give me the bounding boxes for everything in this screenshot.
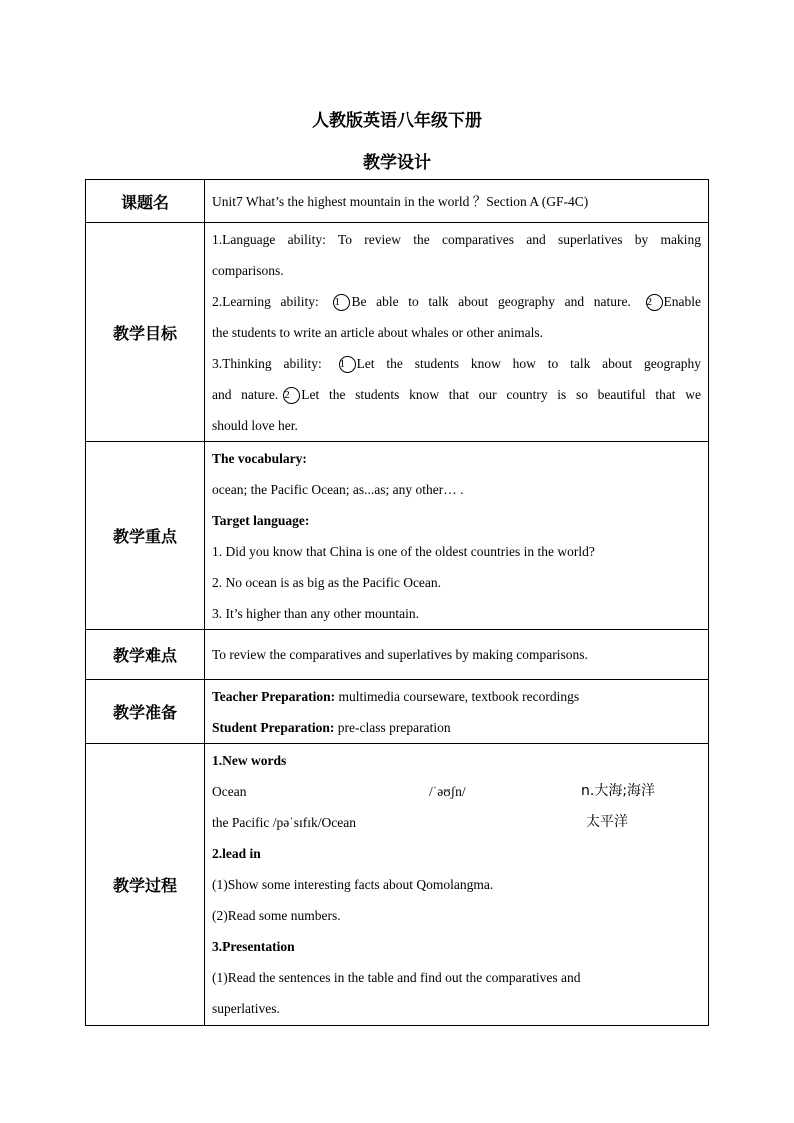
objective-thinking-2: Let the students know that our country is so beautiful that we (301, 386, 701, 402)
target-sentence: 1. Did you know that China is one of the oldest countries in the world? (212, 543, 595, 559)
circled-number: 1 (339, 356, 356, 373)
lead-in-step: (2)Read some numbers. (212, 908, 341, 923)
presentation-step-cont: superlatives. (212, 1001, 280, 1016)
word: Ocean (212, 784, 247, 799)
objective-learning-1: Be able to talk about geography and nature. (351, 293, 631, 309)
document-title: 教学设计 (363, 153, 431, 173)
lead-in-heading: 2.lead in (212, 846, 261, 861)
objectives-content (205, 223, 709, 442)
meaning: n.大海;海洋 (581, 783, 656, 799)
presentation-step: (1)Read the sentences in the table and find out the comparatives and (212, 970, 581, 985)
objective-thinking-pre: and nature. (212, 386, 279, 402)
word-row (212, 807, 701, 838)
circled-number: 2 (283, 387, 300, 404)
objective-thinking-1: Let the students know how to talk about geography (356, 355, 701, 371)
objective-language-cont: comparisons. (212, 262, 284, 278)
key-points-row (86, 442, 709, 630)
lead-in-step: (1)Show some interesting facts about Qomolangma. (212, 877, 494, 892)
word: the Pacific /pəˈsɪfɪk/Ocean (212, 815, 356, 830)
target-sentence: 3. It’s higher than any other mountain. (212, 605, 419, 621)
word-row (212, 776, 701, 807)
preparation-label: 教学准备 (86, 680, 205, 744)
process-label: 教学过程 (86, 744, 205, 1026)
lesson-plan-table (85, 179, 709, 1026)
student-preparation-label: Student Preparation: (212, 719, 335, 735)
new-words-heading: 1.New words (212, 753, 287, 768)
objective-thinking (212, 348, 701, 379)
objective-thinking-end: should love her. (212, 417, 298, 433)
preparation-row (86, 680, 709, 744)
objective-learning (212, 286, 701, 317)
process-row (86, 744, 709, 1026)
difficulty-text: To review the comparatives and superlatives by making comparisons. (205, 630, 709, 680)
topic-value: Unit7 What’s the highest mountain in the world ？Section A (GF-4C) (205, 180, 709, 223)
objectives-label: 教学目标 (86, 223, 205, 442)
book-title: 人教版英语八年级下册 (312, 111, 482, 131)
difficulty-row (86, 630, 709, 680)
target-sentence: 2. No ocean is as big as the Pacific Ocean. (212, 574, 442, 590)
objective-learning-2: Enable (663, 293, 702, 309)
presentation-heading: 3.Presentation (212, 939, 295, 954)
objective-learning-cont: the students to write an article about whales or other animals. (212, 324, 544, 340)
topic-row (86, 180, 709, 223)
teacher-preparation-value: multimedia courseware, textbook recordings (338, 688, 580, 704)
objective-thinking-cont (212, 379, 701, 410)
student-preparation-value: pre-class preparation (337, 719, 451, 735)
objective-thinking-prefix: 3.Thinking ability: (212, 355, 322, 371)
objective-learning-prefix: 2.Learning ability: (212, 293, 319, 309)
difficulty-label: 教学难点 (86, 630, 205, 680)
process-content (205, 744, 709, 1026)
objectives-row (86, 223, 709, 442)
student-preparation (212, 712, 701, 743)
key-points-label: 教学重点 (86, 442, 205, 630)
circled-number: 2 (646, 294, 663, 311)
meaning: 太平洋 (586, 814, 628, 830)
objective-language: 1.Language ability: To review the comparatives and superlatives by making (212, 231, 701, 247)
vocabulary-heading: The vocabulary: (212, 450, 307, 466)
teacher-preparation (212, 681, 701, 712)
teacher-preparation-label: Teacher Preparation: (212, 688, 336, 704)
vocabulary-list: ocean; the Pacific Ocean; as...as; any other… . (212, 481, 464, 497)
key-points-content (205, 442, 709, 630)
target-language-heading: Target language: (212, 512, 310, 528)
circled-number: 1 (333, 294, 350, 311)
phonetic: /ˈəʊʃn/ (429, 784, 466, 799)
preparation-content (205, 680, 709, 744)
topic-label: 课题名 (86, 180, 205, 223)
